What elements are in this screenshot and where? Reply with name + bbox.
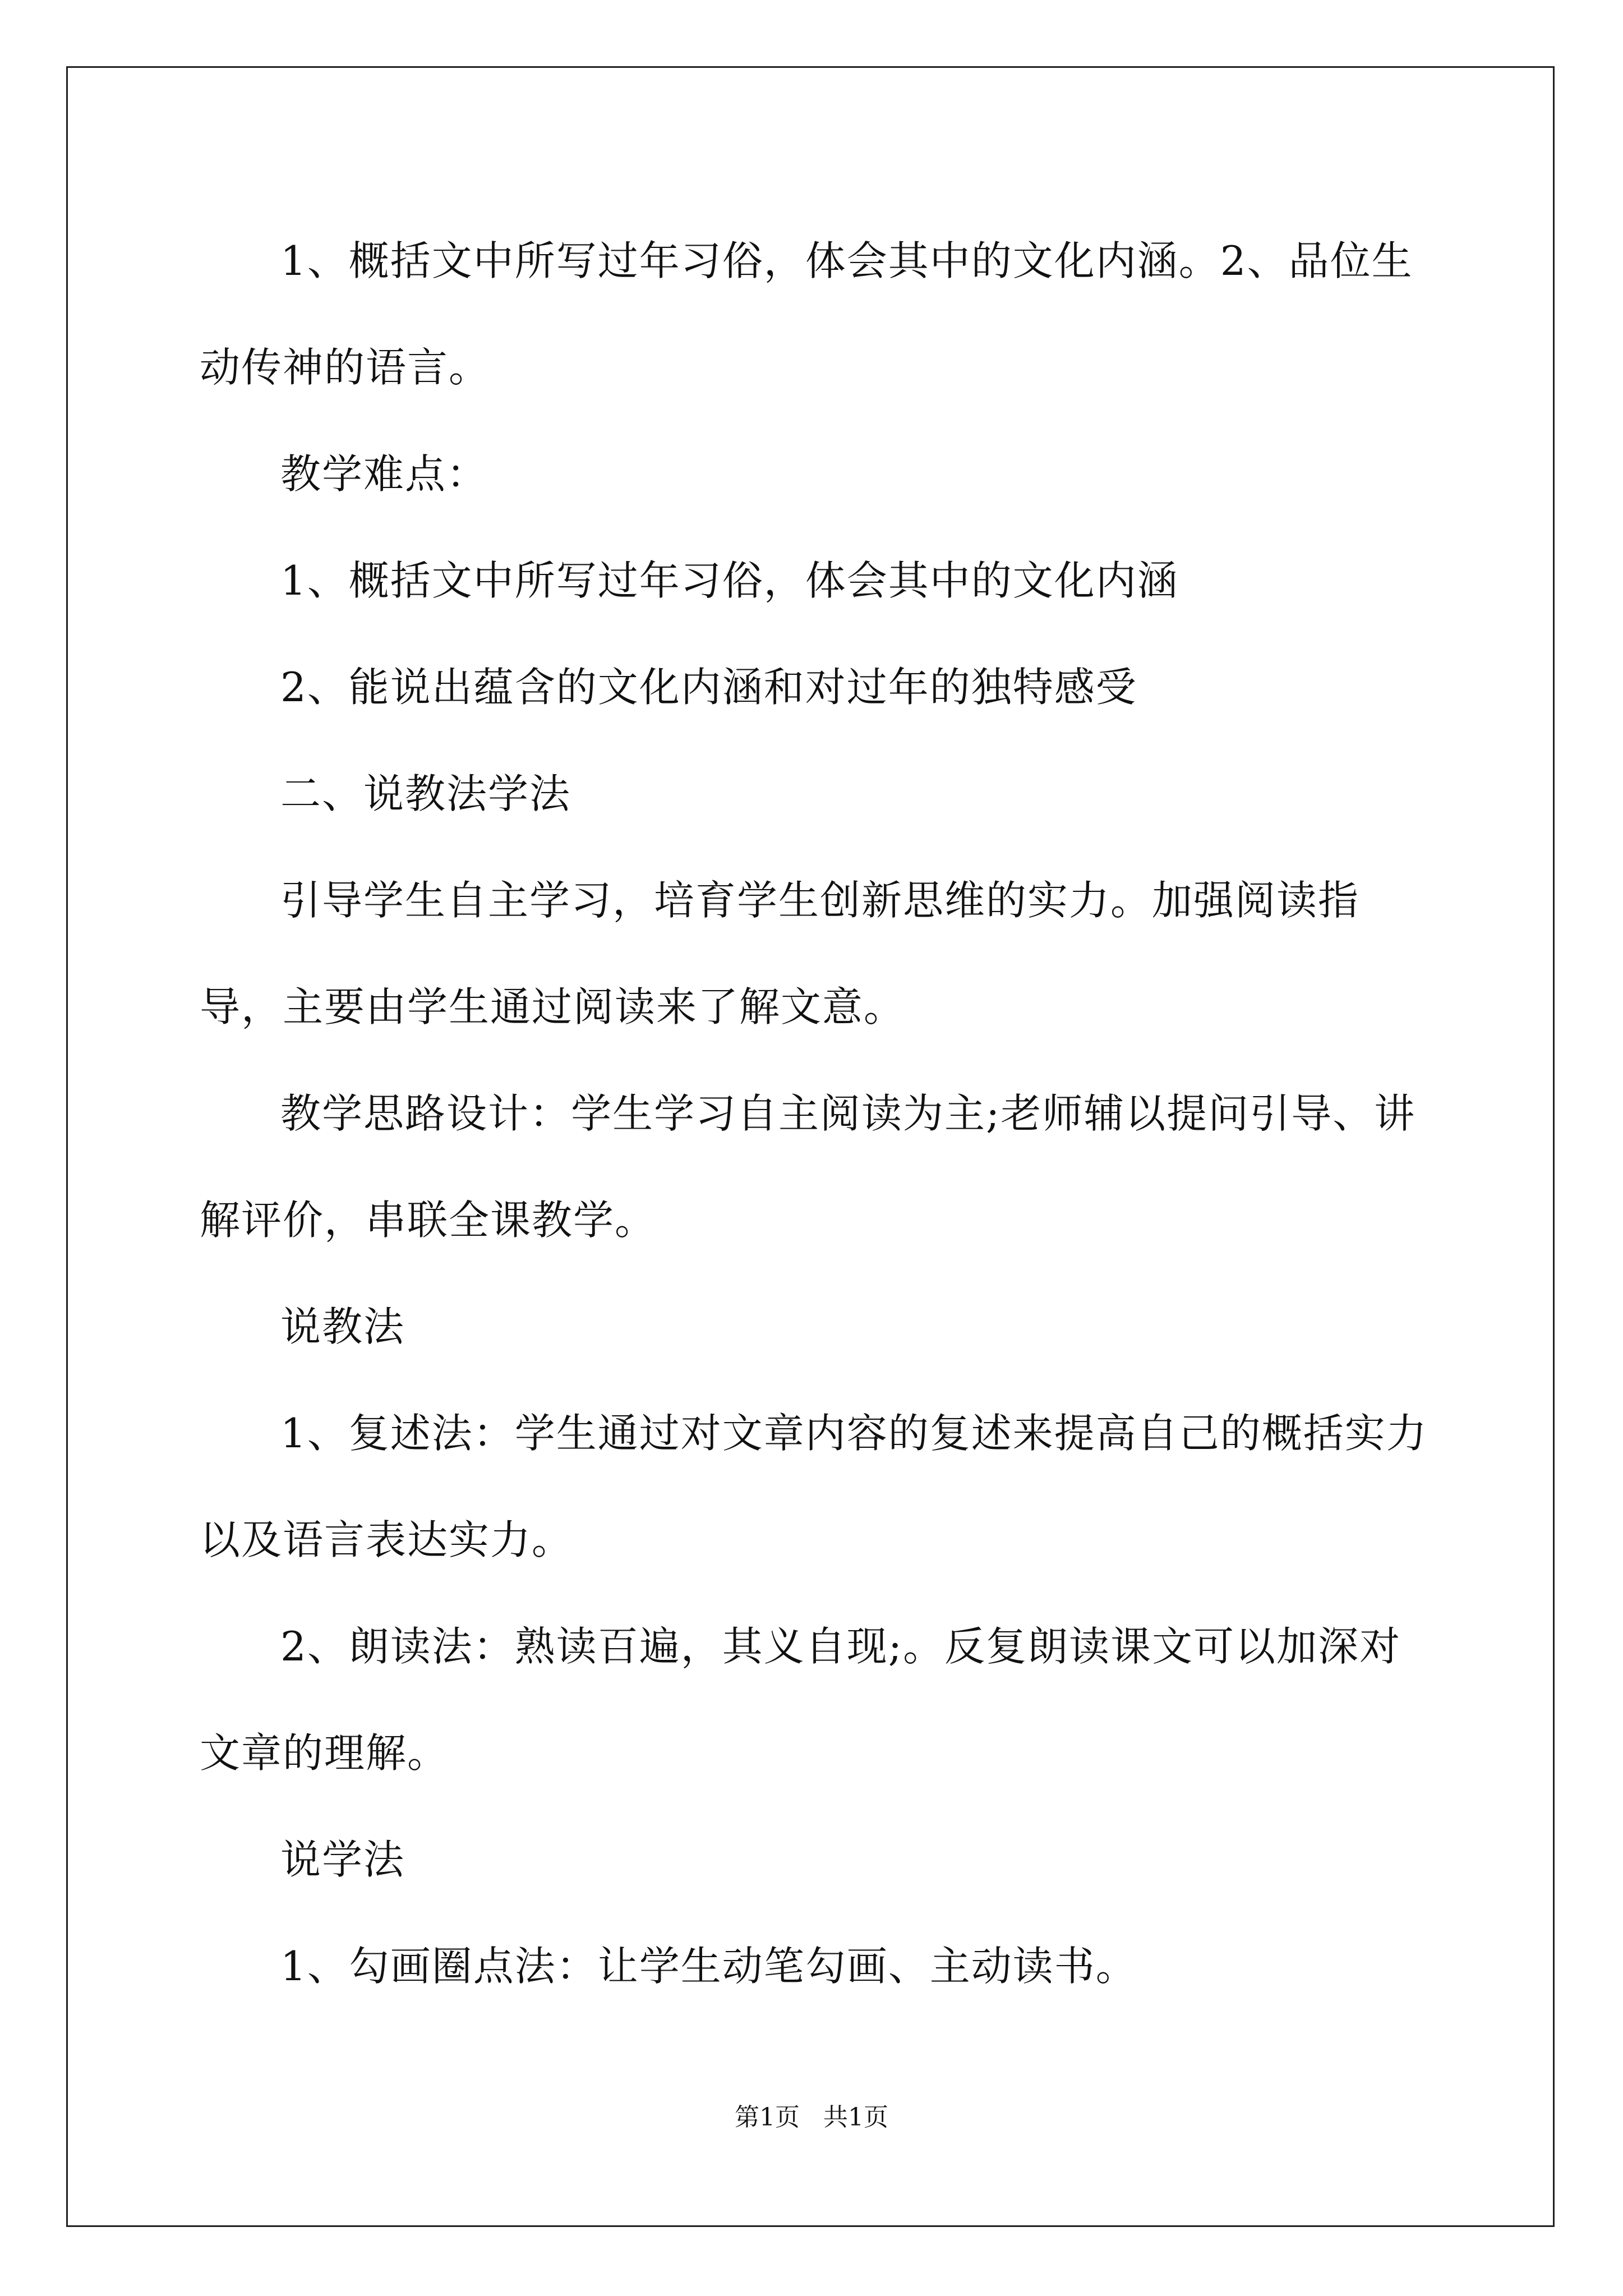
paragraph-teaching-design: 教学思路设计：学生学习自主阅读为主;老师辅以提问引导、讲解评价，串联全课教学。 — [200, 1090, 1416, 1244]
paragraph-retelling-method: 1、复述法：学生通过对文章内容的复述来提高自己的概括实力以及语言表达实力。 — [200, 1410, 1428, 1563]
paragraph-guidance: 引导学生自主学习，培育学生创新思维的实力。加强阅读指导，主要由学生通过阅读来了解文意。 — [200, 877, 1360, 1030]
heading-explain-learning: 说学法 — [280, 1836, 405, 1883]
heading-teaching-difficulties: 教学难点： — [280, 450, 488, 498]
heading-explain-teaching: 说教法 — [280, 1303, 405, 1350]
paragraph-difficulty-2: 2、能说出蕴含的文化内涵和对过年的独特感受 — [280, 664, 1137, 711]
heading-teaching-methods: 二、说教法学法 — [280, 770, 571, 817]
paragraph-reading-aloud-method: 2、朗读法：熟读百遍，其义自现;。反复朗读课文可以加深对文章的理解。 — [200, 1623, 1401, 1777]
page-footer: 第1页 共1页 — [735, 2103, 888, 2132]
paragraph-difficulty-1: 1、概括文中所写过年习俗，体会其中的文化内涵 — [280, 557, 1179, 604]
paragraph-learning-goals: 1、概括文中所写过年习俗，体会其中的文化内涵。2、品位生动传神的语言。 — [200, 237, 1413, 391]
document-body — [200, 208, 1433, 2019]
paragraph-marking-method: 1、勾画圈点法：让学生动笔勾画、主动读书。 — [280, 1943, 1137, 1990]
